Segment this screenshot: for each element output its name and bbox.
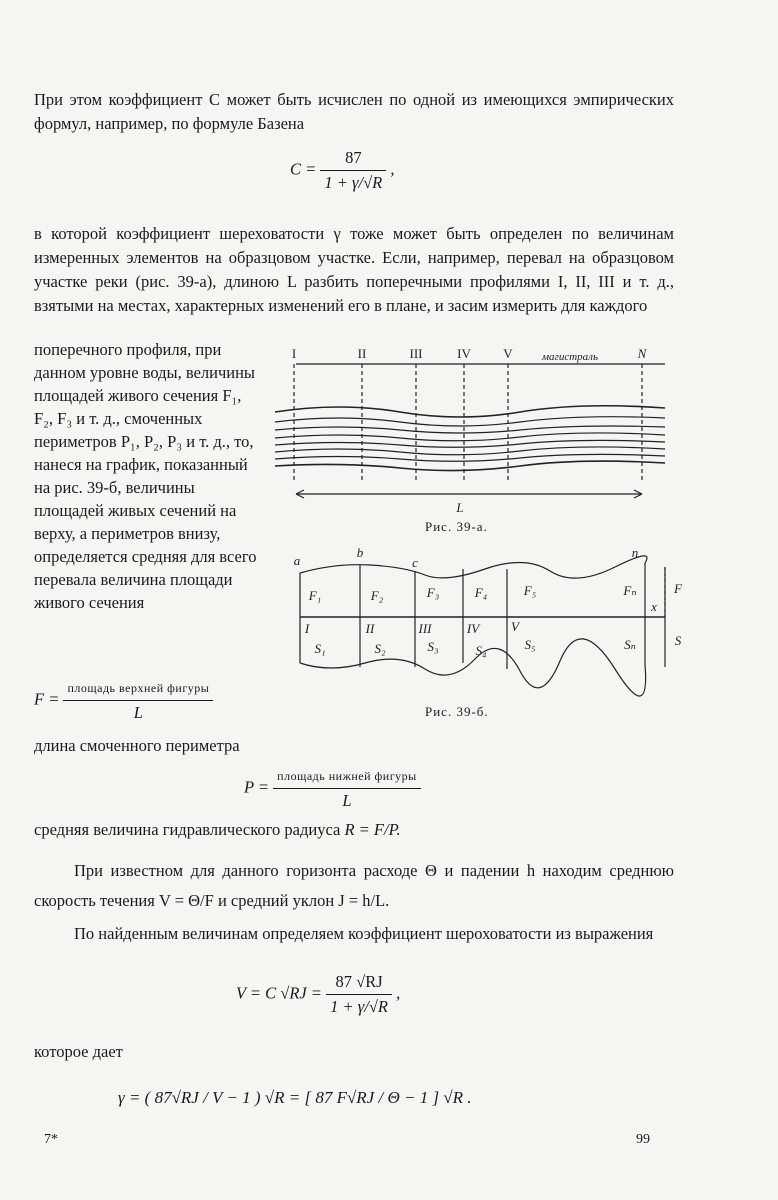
formula-bazin [290,146,395,195]
page-number: 99 [636,1132,650,1147]
formula-V-trail: , [396,983,401,1003]
paragraph-left-column: поперечного профиля, при данном уровне воды, величины площадей живого сечения F₁, F₂, F₃ и т. д., смоченных периметров P₁, P₂, P₃ и т. д., то, нанеся на график, показанный на рис. 39-б, величины площадей живых сечений на верху, а периметров внизу, определяется средняя для всего перевала величина площади живого сечения [34,340,257,612]
formula-P-lhs: P = [244,777,270,797]
fig-b-lower-2: S₂ [374,641,386,656]
formula-F-numerator: площадь верхней фигуры [63,676,213,701]
fig-a-end-label: N [637,346,647,361]
fig-a-profile-4: IV [457,346,471,361]
fig-b-profile-3: III [418,621,432,636]
fig-a-profile-5: V [503,346,513,361]
formula-P-numerator: площадь нижней фигуры [273,764,421,789]
formula-gamma: γ = ( 87√RJ / V − 1 ) √R = [ 87 F√RJ / Θ − 1 ] √R . [118,1088,472,1107]
fig-b-upper-4: F₄ [474,585,488,600]
paragraph-which-gives: которое дает [34,1042,123,1061]
fig-b-profile-5: V [511,619,519,634]
formula-F [34,676,213,725]
fig-b-upper-2: F₂ [370,588,384,603]
fig-b-profile-2: II [365,621,375,636]
fig-b-corner-c: c [412,555,418,570]
formula-bazin-trail: , [390,159,395,179]
paragraph-roughness: в которой коэффициент шереховатости γ тоже может быть определен по величинам измеренных элементов на образцовом участке. Если, например, перевал на образцовом участке реки (рис. 39-а), длиною L разбить поперечными профилями I, II, III и т. д., взятыми на местах, характерных изменений его в плане, и засим измерить для каждого [34,224,674,315]
fig-a-magistral-label: магистраль [542,351,598,363]
fig-a-profile-1: I [291,346,297,361]
fig-b-lower-4: S₄ [475,643,487,658]
formula-V-lhs: V = C √RJ = [236,983,323,1003]
fig-b-corner-a: a [293,553,301,568]
formula-F-lhs: F = [34,689,60,709]
fig-b-lower-5: S₅ [524,637,536,652]
footer-signature: 7* [44,1132,58,1147]
fig-b-upper-3: F₃ [426,585,440,600]
paragraph-found-values: По найденным величинам определяем коэффициент шероховатости из выражения [74,924,654,943]
formula-bazin-lhs: C = [290,159,317,179]
fig-b-upper-5: F₅ [523,583,537,598]
fig-b-profile-4: IV [466,621,480,636]
hydraulic-radius-formula: R = F/P. [344,820,401,839]
hydraulic-radius-text: средняя величина гидравлического радиуса [34,820,341,839]
fig-b-profile-1: I [304,621,310,636]
paragraph-hydraulic-radius [34,818,674,842]
formula-F-denominator: L [133,703,143,722]
fig-a-profile-2: II [357,346,367,361]
fig-a-length-label: L [456,500,464,515]
fig-b-side-F: F [674,581,682,596]
fig-b-lower-1: S₁ [314,641,326,656]
fig-b-corner-b: b [356,545,364,560]
formula-V-numerator: 87 √RJ [326,970,392,995]
formula-P-denominator: L [342,791,352,810]
formula-V [236,970,400,1019]
formula-bazin-denominator: 1 + γ/√R [324,173,383,192]
fig-b-lower-n: Sₙ [624,637,636,652]
fig-b-upper-n: Fₙ [623,583,637,598]
paragraph-perimeter: длина смоченного периметра [34,736,240,755]
paragraph-intro: При этом коэффициент C может быть исчислен по одной из имеющихся эмпирических формул, например, по формуле Базена [34,90,674,133]
figure-39a [270,342,680,532]
paragraph-known-discharge: При известном для данного горизонта расходе Θ и падении h находим среднюю скорость течения V = Θ/F и средний уклон J = h/L. [34,861,674,910]
fig-b-side-S: S [674,633,682,648]
fig-a-profile-3: III [409,346,423,361]
figure-39b [285,545,685,705]
fig-b-corner-n: n [631,545,639,560]
figure-39a-caption: Рис. 39-а. [425,519,488,534]
figure-39b-caption: Рис. 39-б. [425,704,489,719]
fig-b-side-x: x [651,599,657,614]
formula-bazin-numerator: 87 [320,146,386,171]
formula-P [244,764,421,813]
formula-V-denominator: 1 + γ/√R [330,997,388,1016]
fig-b-upper-1: F₁ [308,588,322,603]
fig-b-lower-3: S₃ [427,639,439,654]
